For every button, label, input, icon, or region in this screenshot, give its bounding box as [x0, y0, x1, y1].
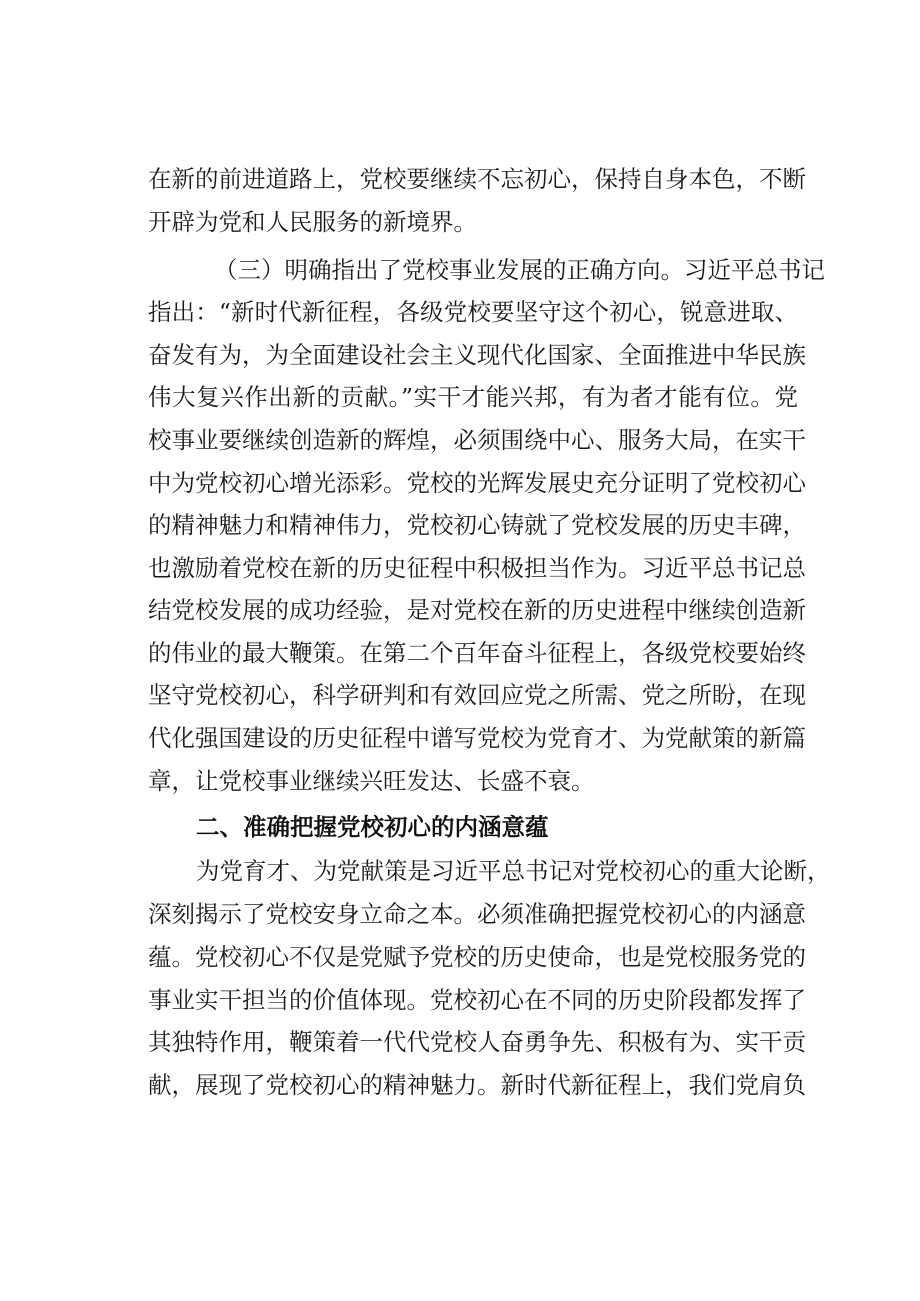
body-text-line: 伟大复兴作出新的贡献。”实干才能兴邦，有为者才能有位。党: [148, 383, 798, 411]
body-text-line: 其独特作用，鞭策着一代代党校人奋勇争先、积极有为、实干贡: [148, 1028, 806, 1056]
subsection-heading-line: （三）明确指出了党校事业发展的正确方向。习近平总书记: [214, 256, 825, 284]
body-text-line: 结党校发展的成功经验，是对党校在新的历史进程中继续创造新: [148, 596, 806, 624]
body-text-line: 为党育才、为党献策是习近平总书记对党校初心的重大论断，: [196, 857, 831, 885]
section-heading: 二、准确把握党校初心的内涵意蕴: [196, 813, 549, 841]
body-text-line: 中为党校初心增光添彩。党校的光辉发展史充分证明了党校初心: [148, 469, 806, 497]
body-text-line: 指出：“新时代新征程，各级党校要坚守这个初心，锐意进取、: [148, 298, 798, 326]
body-text-line: 章，让党校事业继续兴旺发达、长盛不衰。: [148, 767, 595, 795]
body-text-line: 奋发有为，为全面建设社会主义现代化国家、全面推进中华民族: [148, 341, 806, 369]
body-text-line: 校事业要继续创造新的辉煌，必须围绕中心、服务大局，在实干: [148, 426, 806, 454]
body-text-line: 蕴。党校初心不仅是党赋予党校的历史使命，也是党校服务党的: [148, 943, 806, 971]
body-text-line: 代化强国建设的历史征程中谱写党校为党育才、为党献策的新篇: [148, 724, 806, 752]
body-text-line: 事业实干担当的价值体现。党校初心在不同的历史阶段都发挥了: [148, 986, 806, 1014]
body-text-line: 的伟业的最大鞭策。在第二个百年奋斗征程上，各级党校要始终: [148, 639, 806, 667]
body-text-line: 在新的前进道路上，党校要继续不忘初心，保持自身本色，不断: [148, 165, 806, 193]
body-text-line: 开辟为党和人民服务的新境界。: [148, 208, 477, 236]
body-text-line: 深刻揭示了党校安身立命之本。必须准确把握党校初心的内涵意: [148, 900, 806, 928]
body-text-line: 献，展现了党校初心的精神魅力。新时代新征程上，我们党肩负: [148, 1071, 806, 1099]
body-text-line: 也激励着党校在新的历史征程中积极担当作为。习近平总书记总: [148, 554, 806, 582]
body-text-line: 的精神魅力和精神伟力，党校初心铸就了党校发展的历史丰碑，: [148, 511, 806, 539]
body-text-line: 坚守党校初心，科学研判和有效回应党之所需、党之所盼，在现: [148, 681, 806, 709]
